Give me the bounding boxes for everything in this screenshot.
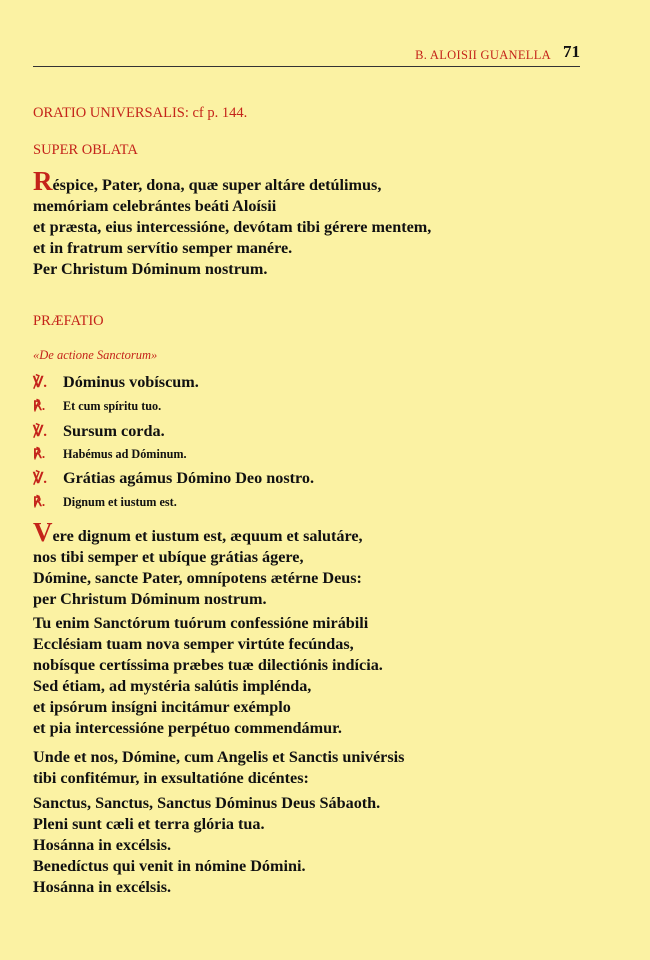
versicle-row: [33, 469, 314, 488]
prayer-line: Hosánna in excélsis.: [33, 836, 172, 854]
response-symbol: ℟.: [33, 494, 46, 509]
prayer-line: Pleni sunt cæli et terra glória tua.: [33, 815, 265, 833]
preface-paragraph-2: [33, 613, 383, 739]
prayer-line: Vere dignum et iustum est, æquum et salutáre,: [33, 517, 363, 547]
response-row: [33, 445, 187, 463]
versicle-symbol: ℣.: [33, 375, 48, 391]
versicle-symbol: ℣.: [33, 471, 48, 487]
super-oblata-heading: SUPER OBLATA: [33, 142, 138, 158]
prayer-line: et pia intercessióne perpétuo commendámur.: [33, 719, 342, 737]
page-number: 71: [563, 42, 580, 61]
versicle-row: [33, 373, 199, 392]
response-row: [33, 493, 177, 511]
prayer-line: et in fratrum servítio semper manére.: [33, 239, 293, 257]
page-header: [33, 40, 580, 67]
prayer-line: Tu enim Sanctórum tuórum confessióne mirábili: [33, 614, 369, 632]
prayer-line: Réspice, Pater, dona, quæ super altáre detúlimus,: [33, 166, 382, 196]
praefatio-heading: PRÆFATIO: [33, 313, 104, 329]
prayer-line: et præsta, eius intercessióne, devótam tibi gérere mentem,: [33, 218, 432, 236]
praefatio-subtitle: «De actione Sanctorum»: [33, 348, 158, 362]
prayer-line: Benedíctus qui venit in nómine Dómini.: [33, 857, 306, 875]
prayer-line: Ecclésiam tuam nova semper virtúte fecúndas,: [33, 635, 354, 653]
versicle-text: Sursum corda.: [63, 422, 165, 440]
versicle-symbol: ℣.: [33, 424, 48, 440]
preface-paragraph-1: [33, 517, 363, 610]
prayer-line: nos tibi semper et ubíque grátias ágere,: [33, 548, 304, 566]
drop-initial: V: [33, 517, 53, 547]
drop-initial: R: [33, 166, 53, 196]
prayer-line: Per Christum Dóminum nostrum.: [33, 260, 268, 278]
response-row: [33, 397, 161, 415]
prayer-line: Sanctus, Sanctus, Sanctus Dóminus Deus Sábaoth.: [33, 794, 381, 812]
prayer-line: Hosánna in excélsis.: [33, 878, 172, 896]
response-symbol: ℟.: [33, 398, 46, 413]
prayer-line: Dómine, sancte Pater, omnípotens ætérne Deus:: [33, 569, 362, 587]
prayer-line: nobísque certíssima præbes tuæ dilectiónis indícia.: [33, 656, 383, 674]
response-symbol: ℟.: [33, 446, 46, 461]
prayer-line: memóriam celebrántes beáti Aloísii: [33, 197, 277, 215]
running-head: B. ALOISII GUANELLA: [415, 48, 551, 62]
response-text: Habémus ad Dóminum.: [63, 447, 187, 461]
prayer-line: per Christum Dóminum nostrum.: [33, 590, 267, 608]
sanctus: [33, 793, 380, 898]
versicle-text: Dóminus vobíscum.: [63, 373, 199, 391]
response-text: Dignum et iustum est.: [63, 495, 177, 509]
prayer-line: Unde et nos, Dómine, cum Angelis et Sanctis univérsis: [33, 748, 405, 766]
super-oblata-prayer: [33, 166, 432, 280]
versicle-text: Grátias agámus Dómino Deo nostro.: [63, 469, 315, 487]
versicle-row: [33, 422, 165, 441]
response-text: Et cum spíritu tuo.: [63, 399, 162, 413]
prayer-line: tibi confitémur, in exsultatióne dicéntes:: [33, 769, 309, 787]
prayer-line: Sed étiam, ad mystéria salútis impléndа,: [33, 677, 312, 695]
oratio-universalis-reference: ORATIO UNIVERSALIS: cf p. 144.: [33, 105, 248, 121]
prayer-line: et ipsórum insígni incitámur exémplo: [33, 698, 291, 716]
preface-paragraph-3: [33, 747, 404, 789]
